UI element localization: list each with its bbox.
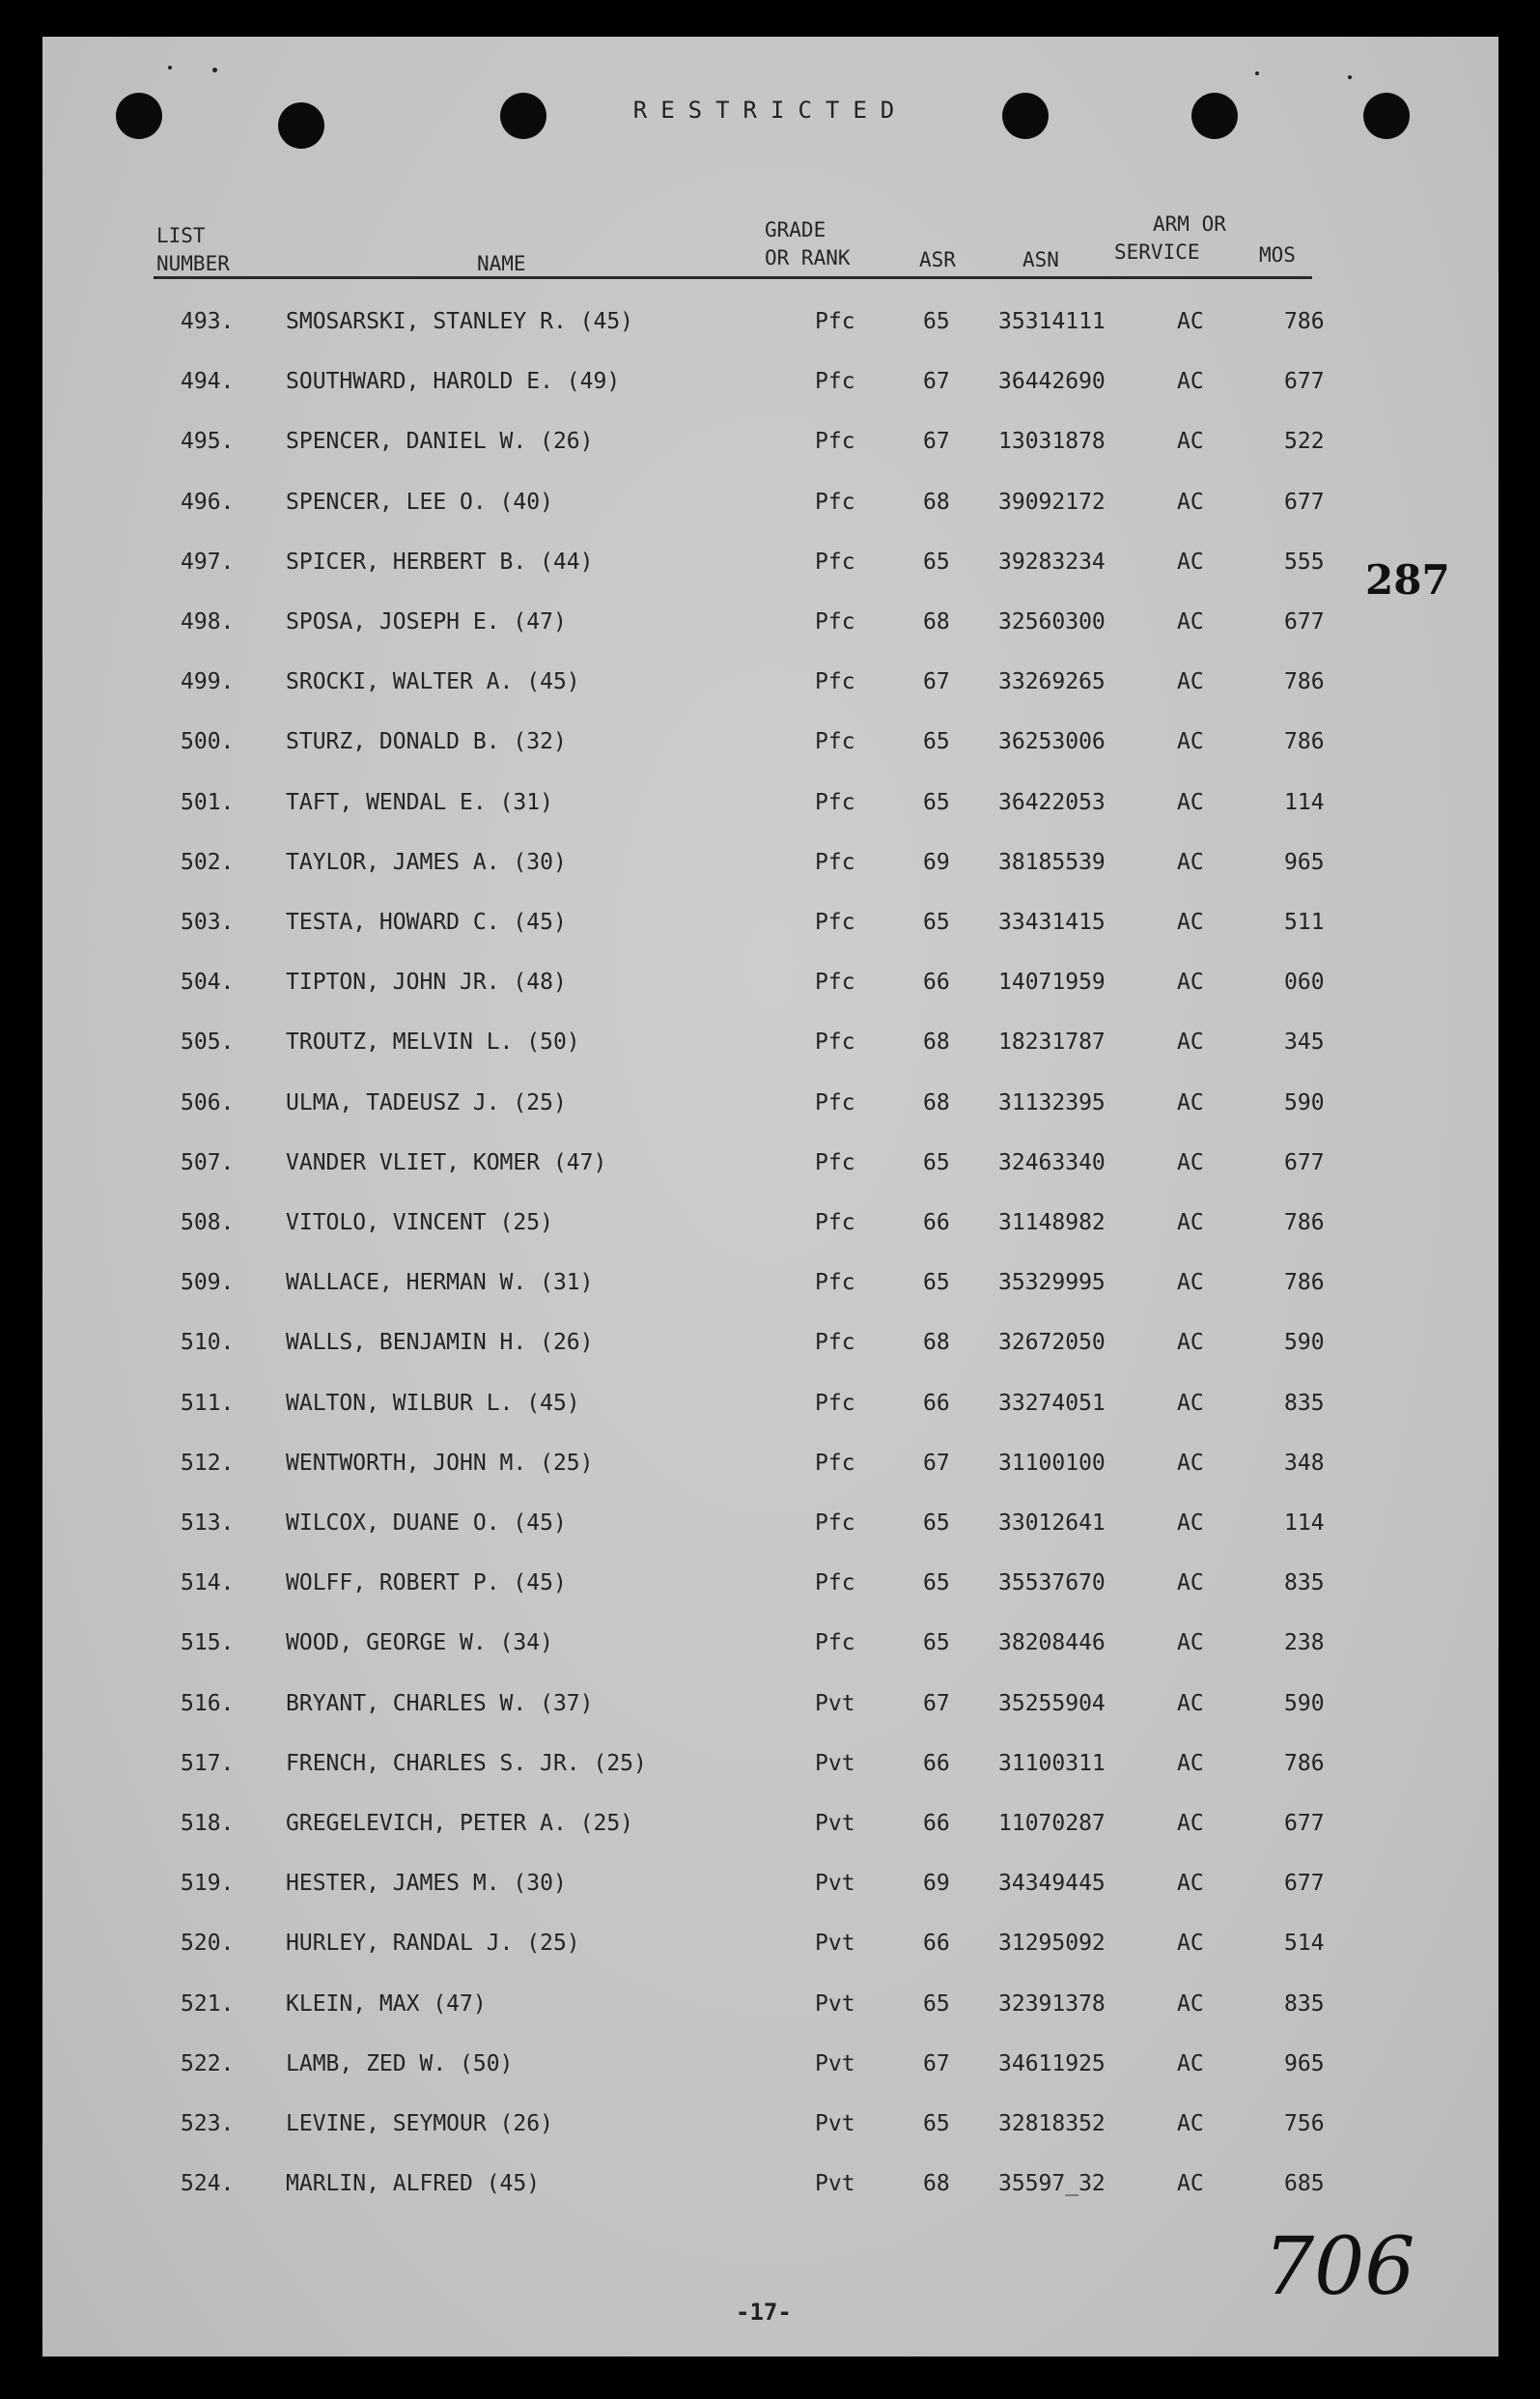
table-row [42, 369, 1498, 408]
cell-mos: 677 [1284, 1149, 1325, 1175]
cell-grade: Pfc [815, 1210, 855, 1235]
cell-grade: Pvt [815, 1931, 855, 1957]
cell-mos: 677 [1284, 489, 1325, 515]
cell-mos: 685 [1284, 2171, 1325, 2197]
header-asn: ASN [1022, 248, 1059, 271]
table-row [42, 550, 1498, 588]
header-grade: GRADE OR RANK [765, 218, 851, 269]
cell-grade: Pvt [815, 2171, 855, 2197]
cell-asr: 65 [923, 1270, 950, 1296]
cell-asr: 66 [923, 970, 950, 996]
cell-num: 494. [181, 369, 235, 395]
cell-asn: 32818352 [998, 2111, 1106, 2136]
cell-name: WALTON, WILBUR L. (45) [286, 1390, 580, 1416]
cell-grade: Pvt [815, 1750, 855, 1776]
cell-mos: 555 [1284, 549, 1325, 575]
cell-asr: 66 [923, 1811, 950, 1836]
cell-name: KLEIN, MAX (47) [286, 1990, 487, 2017]
cell-mos: 590 [1284, 1089, 1325, 1115]
cell-name: WILCOX, DUANE O. (45) [286, 1510, 567, 1536]
cell-name: WENTWORTH, JOHN M. (25) [286, 1450, 594, 1476]
table-row [42, 1991, 1498, 2030]
cell-num: 506. [181, 1089, 235, 1115]
cell-asn: 35314111 [998, 309, 1106, 334]
cell-name: LEVINE, SEYMOUR (26) [286, 2111, 553, 2136]
cell-asn: 38208446 [998, 1630, 1106, 1656]
table-row [42, 1090, 1498, 1129]
cell-grade: Pfc [815, 1089, 855, 1115]
cell-name: SPENCER, LEE O. (40) [286, 489, 553, 515]
cell-num: 495. [181, 429, 235, 455]
cell-name: TESTA, HOWARD C. (45) [286, 910, 567, 935]
cell-num: 502. [181, 849, 235, 875]
cell-arm: AC [1177, 1330, 1204, 1356]
cell-arm: AC [1177, 1990, 1204, 2017]
cell-num: 514. [181, 1570, 235, 1596]
cell-asn: 31100311 [998, 1750, 1106, 1776]
cell-name: SOUTHWARD, HAROLD E. (49) [286, 369, 621, 395]
cell-name: WALLACE, HERMAN W. (31) [286, 1270, 594, 1296]
cell-grade: Pfc [815, 970, 855, 996]
cell-asr: 65 [923, 1630, 950, 1656]
cell-num: 504. [181, 970, 235, 996]
cell-mos: 835 [1284, 1390, 1325, 1416]
cell-asr: 68 [923, 489, 950, 515]
cell-grade: Pfc [815, 549, 855, 575]
ink-speck [212, 68, 217, 72]
cell-arm: AC [1177, 729, 1204, 755]
cell-arm: AC [1177, 1871, 1204, 1897]
table-row [42, 1391, 1498, 1429]
table-row [42, 1510, 1498, 1549]
table-row [42, 2171, 1498, 2210]
cell-mos: 786 [1284, 1270, 1325, 1296]
cell-grade: Pvt [815, 2111, 855, 2136]
cell-arm: AC [1177, 669, 1204, 695]
table-row [42, 1931, 1498, 1969]
cell-name: TAYLOR, JAMES A. (30) [286, 849, 567, 875]
cell-mos: 345 [1284, 1030, 1325, 1056]
table-row [42, 1150, 1498, 1189]
cell-grade: Pfc [815, 1510, 855, 1536]
cell-arm: AC [1177, 2171, 1204, 2197]
cell-arm: AC [1177, 309, 1204, 334]
cell-asr: 69 [923, 1871, 950, 1897]
cell-grade: Pfc [815, 849, 855, 875]
table-row [42, 1451, 1498, 1489]
cell-grade: Pvt [815, 1811, 855, 1836]
table-row [42, 1330, 1498, 1369]
cell-num: 497. [181, 549, 235, 575]
cell-num: 500. [181, 729, 235, 755]
cell-num: 519. [181, 1871, 235, 1897]
cell-mos: 114 [1284, 1510, 1325, 1536]
cell-arm: AC [1177, 2050, 1204, 2076]
cell-arm: AC [1177, 910, 1204, 935]
cell-asn: 18231787 [998, 1030, 1106, 1056]
cell-asr: 65 [923, 910, 950, 935]
cell-num: 516. [181, 1690, 235, 1716]
header-arm-service: ARM OR SERVICE [1114, 212, 1226, 264]
cell-asr: 68 [923, 1030, 950, 1056]
cell-arm: AC [1177, 429, 1204, 455]
table-row [42, 1691, 1498, 1730]
cell-asr: 67 [923, 1690, 950, 1716]
cell-arm: AC [1177, 1210, 1204, 1235]
cell-name: SPENCER, DANIEL W. (26) [286, 429, 594, 455]
table-row [42, 2111, 1498, 2150]
cell-num: 524. [181, 2171, 235, 2197]
cell-arm: AC [1177, 489, 1204, 515]
table-row [42, 970, 1498, 1008]
cell-num: 493. [181, 309, 235, 334]
cell-arm: AC [1177, 1570, 1204, 1596]
cell-num: 498. [181, 609, 235, 635]
cell-grade: Pfc [815, 1630, 855, 1656]
cell-mos: 060 [1284, 970, 1325, 996]
cell-mos: 786 [1284, 1210, 1325, 1235]
cell-arm: AC [1177, 1811, 1204, 1836]
cell-name: WOOD, GEORGE W. (34) [286, 1630, 553, 1656]
cell-asr: 65 [923, 1990, 950, 2017]
header-list-number: LIST NUMBER [156, 224, 230, 275]
cell-name: TROUTZ, MELVIN L. (50) [286, 1030, 580, 1056]
cell-name: WOLFF, ROBERT P. (45) [286, 1570, 567, 1596]
cell-asr: 66 [923, 1210, 950, 1235]
cell-asr: 67 [923, 669, 950, 695]
cell-num: 509. [181, 1270, 235, 1296]
cell-num: 515. [181, 1630, 235, 1656]
cell-mos: 756 [1284, 2111, 1325, 2136]
cell-mos: 514 [1284, 1931, 1325, 1957]
cell-mos: 677 [1284, 609, 1325, 635]
cell-asr: 69 [923, 849, 950, 875]
cell-grade: Pfc [815, 1390, 855, 1416]
header-rule [154, 276, 1312, 279]
cell-mos: 522 [1284, 429, 1325, 455]
cell-num: 517. [181, 1750, 235, 1776]
cell-mos: 238 [1284, 1630, 1325, 1656]
cell-mos: 677 [1284, 1871, 1325, 1897]
cell-asn: 13031878 [998, 429, 1106, 455]
cell-name: HESTER, JAMES M. (30) [286, 1871, 567, 1897]
cell-mos: 590 [1284, 1690, 1325, 1716]
cell-name: LAMB, ZED W. (50) [286, 2050, 514, 2076]
cell-mos: 786 [1284, 309, 1325, 334]
cell-num: 510. [181, 1330, 235, 1356]
cell-grade: Pvt [815, 1690, 855, 1716]
cell-num: 512. [181, 1450, 235, 1476]
cell-asr: 65 [923, 1570, 950, 1596]
cell-asr: 65 [923, 1149, 950, 1175]
cell-asr: 67 [923, 369, 950, 395]
cell-arm: AC [1177, 1390, 1204, 1416]
cell-num: 521. [181, 1990, 235, 2017]
cell-asr: 66 [923, 1390, 950, 1416]
document-page [42, 37, 1498, 2357]
cell-name: WALLS, BENJAMIN H. (26) [286, 1330, 594, 1356]
stamp-number: 287 [1365, 556, 1450, 604]
cell-arm: AC [1177, 1270, 1204, 1296]
table-row [42, 910, 1498, 948]
cell-mos: 677 [1284, 369, 1325, 395]
classification-label: RESTRICTED [632, 97, 909, 124]
cell-grade: Pfc [815, 1330, 855, 1356]
table-row [42, 850, 1498, 889]
cell-asn: 38185539 [998, 849, 1106, 875]
header-asr: ASR [919, 248, 956, 271]
cell-num: 496. [181, 489, 235, 515]
cell-asn: 14071959 [998, 970, 1106, 996]
ink-speck [168, 66, 172, 70]
cell-arm: AC [1177, 1750, 1204, 1776]
cell-arm: AC [1177, 1450, 1204, 1476]
cell-num: 518. [181, 1811, 235, 1836]
cell-arm: AC [1177, 549, 1204, 575]
table-row [42, 669, 1498, 708]
cell-asn: 31295092 [998, 1931, 1106, 1957]
cell-mos: 590 [1284, 1330, 1325, 1356]
cell-asr: 65 [923, 729, 950, 755]
cell-arm: AC [1177, 789, 1204, 815]
cell-asn: 36253006 [998, 729, 1106, 755]
table-row [42, 1570, 1498, 1609]
cell-name: TAFT, WENDAL E. (31) [286, 789, 553, 815]
cell-arm: AC [1177, 1690, 1204, 1716]
cell-asn: 35537670 [998, 1570, 1106, 1596]
header-mos: MOS [1259, 243, 1296, 267]
cell-grade: Pvt [815, 2050, 855, 2076]
cell-name: GREGELEVICH, PETER A. (25) [286, 1811, 634, 1836]
table-row [42, 309, 1498, 348]
cell-arm: AC [1177, 609, 1204, 635]
ink-speck [1348, 75, 1352, 79]
cell-asn: 33012641 [998, 1510, 1106, 1536]
cell-name: SPICER, HERBERT B. (44) [286, 549, 594, 575]
table-row [42, 2051, 1498, 2090]
cell-asr: 65 [923, 789, 950, 815]
cell-grade: Pfc [815, 609, 855, 635]
table-row [42, 1030, 1498, 1068]
cell-asn: 35597_32 [998, 2171, 1106, 2197]
cell-asn: 39283234 [998, 549, 1106, 575]
cell-arm: AC [1177, 1630, 1204, 1656]
cell-asn: 31148982 [998, 1210, 1106, 1235]
cell-asn: 32560300 [998, 609, 1106, 635]
cell-num: 508. [181, 1210, 235, 1235]
cell-num: 505. [181, 1030, 235, 1056]
cell-mos: 835 [1284, 1570, 1325, 1596]
cell-arm: AC [1177, 2111, 1204, 2136]
cell-arm: AC [1177, 1931, 1204, 1957]
cell-asn: 31132395 [998, 1089, 1106, 1115]
cell-num: 523. [181, 2111, 235, 2136]
cell-grade: Pfc [815, 369, 855, 395]
cell-arm: AC [1177, 970, 1204, 996]
cell-name: SMOSARSKI, STANLEY R. (45) [286, 309, 634, 334]
ink-speck [1255, 71, 1259, 75]
cell-asn: 33269265 [998, 669, 1106, 695]
cell-asr: 66 [923, 1931, 950, 1957]
cell-name: ULMA, TADEUSZ J. (25) [286, 1089, 567, 1115]
cell-asr: 68 [923, 2171, 950, 2197]
cell-grade: Pfc [815, 1570, 855, 1596]
cell-asr: 65 [923, 2111, 950, 2136]
table-row [42, 1270, 1498, 1309]
table-row [42, 490, 1498, 528]
cell-asn: 35255904 [998, 1690, 1106, 1716]
table-row [42, 429, 1498, 467]
cell-grade: Pvt [815, 1871, 855, 1897]
cell-num: 511. [181, 1390, 235, 1416]
table-row [42, 1630, 1498, 1669]
cell-asn: 39092172 [998, 489, 1106, 515]
cell-num: 520. [181, 1931, 235, 1957]
cell-mos: 835 [1284, 1990, 1325, 2017]
cell-arm: AC [1177, 849, 1204, 875]
cell-asn: 33274051 [998, 1390, 1106, 1416]
cell-mos: 965 [1284, 849, 1325, 875]
cell-mos: 786 [1284, 1750, 1325, 1776]
cell-asn: 36422053 [998, 789, 1106, 815]
cell-arm: AC [1177, 1510, 1204, 1536]
cell-num: 507. [181, 1149, 235, 1175]
cell-grade: Pfc [815, 309, 855, 334]
table-row [42, 1210, 1498, 1249]
cell-grade: Pfc [815, 789, 855, 815]
cell-name: VITOLO, VINCENT (25) [286, 1210, 553, 1235]
cell-asr: 65 [923, 1510, 950, 1536]
cell-asr: 68 [923, 1089, 950, 1115]
cell-asr: 68 [923, 609, 950, 635]
cell-mos: 348 [1284, 1450, 1325, 1476]
cell-asr: 67 [923, 429, 950, 455]
cell-asn: 34349445 [998, 1871, 1106, 1897]
cell-grade: Pvt [815, 1990, 855, 2017]
cell-asn: 32463340 [998, 1149, 1106, 1175]
cell-grade: Pfc [815, 489, 855, 515]
cell-name: SROCKI, WALTER A. (45) [286, 669, 580, 695]
cell-mos: 511 [1284, 910, 1325, 935]
cell-asn: 33431415 [998, 910, 1106, 935]
cell-asn: 36442690 [998, 369, 1106, 395]
cell-name: SPOSA, JOSEPH E. (47) [286, 609, 567, 635]
cell-grade: Pfc [815, 910, 855, 935]
table-row [42, 1811, 1498, 1849]
cell-asr: 65 [923, 309, 950, 334]
cell-asr: 65 [923, 549, 950, 575]
table-row [42, 609, 1498, 648]
cell-mos: 114 [1284, 789, 1325, 815]
cell-name: TIPTON, JOHN JR. (48) [286, 970, 567, 996]
cell-asn: 11070287 [998, 1811, 1106, 1836]
cell-grade: Pfc [815, 429, 855, 455]
cell-name: BRYANT, CHARLES W. (37) [286, 1690, 594, 1716]
cell-arm: AC [1177, 369, 1204, 395]
cell-grade: Pfc [815, 1030, 855, 1056]
cell-asr: 68 [923, 1330, 950, 1356]
cell-asn: 32391378 [998, 1990, 1106, 2017]
cell-mos: 786 [1284, 669, 1325, 695]
cell-num: 499. [181, 669, 235, 695]
cell-grade: Pfc [815, 669, 855, 695]
handwritten-number: 706 [1264, 2221, 1415, 2313]
cell-name: STURZ, DONALD B. (32) [286, 729, 567, 755]
cell-grade: Pfc [815, 1450, 855, 1476]
cell-mos: 786 [1284, 729, 1325, 755]
cell-arm: AC [1177, 1089, 1204, 1115]
cell-asr: 66 [923, 1750, 950, 1776]
cell-num: 513. [181, 1510, 235, 1536]
cell-asr: 67 [923, 1450, 950, 1476]
cell-name: FRENCH, CHARLES S. JR. (25) [286, 1750, 647, 1776]
table-row [42, 1871, 1498, 1909]
cell-asn: 34611925 [998, 2050, 1106, 2076]
table-row [42, 729, 1498, 768]
cell-mos: 965 [1284, 2050, 1325, 2076]
cell-asr: 67 [923, 2050, 950, 2076]
cell-num: 501. [181, 789, 235, 815]
cell-asn: 32672050 [998, 1330, 1106, 1356]
cell-grade: Pfc [815, 1149, 855, 1175]
cell-asn: 35329995 [998, 1270, 1106, 1296]
cell-name: HURLEY, RANDAL J. (25) [286, 1931, 580, 1957]
table-row [42, 1751, 1498, 1790]
cell-arm: AC [1177, 1030, 1204, 1056]
page-number: -17- [736, 2299, 792, 2326]
header-name: NAME [477, 252, 526, 275]
cell-num: 522. [181, 2050, 235, 2076]
cell-name: MARLIN, ALFRED (45) [286, 2171, 541, 2197]
cell-name: VANDER VLIET, KOMER (47) [286, 1149, 607, 1175]
cell-grade: Pfc [815, 1270, 855, 1296]
cell-grade: Pfc [815, 729, 855, 755]
cell-asn: 31100100 [998, 1450, 1106, 1476]
cell-mos: 677 [1284, 1811, 1325, 1836]
cell-num: 503. [181, 910, 235, 935]
cell-arm: AC [1177, 1149, 1204, 1175]
table-row [42, 790, 1498, 829]
